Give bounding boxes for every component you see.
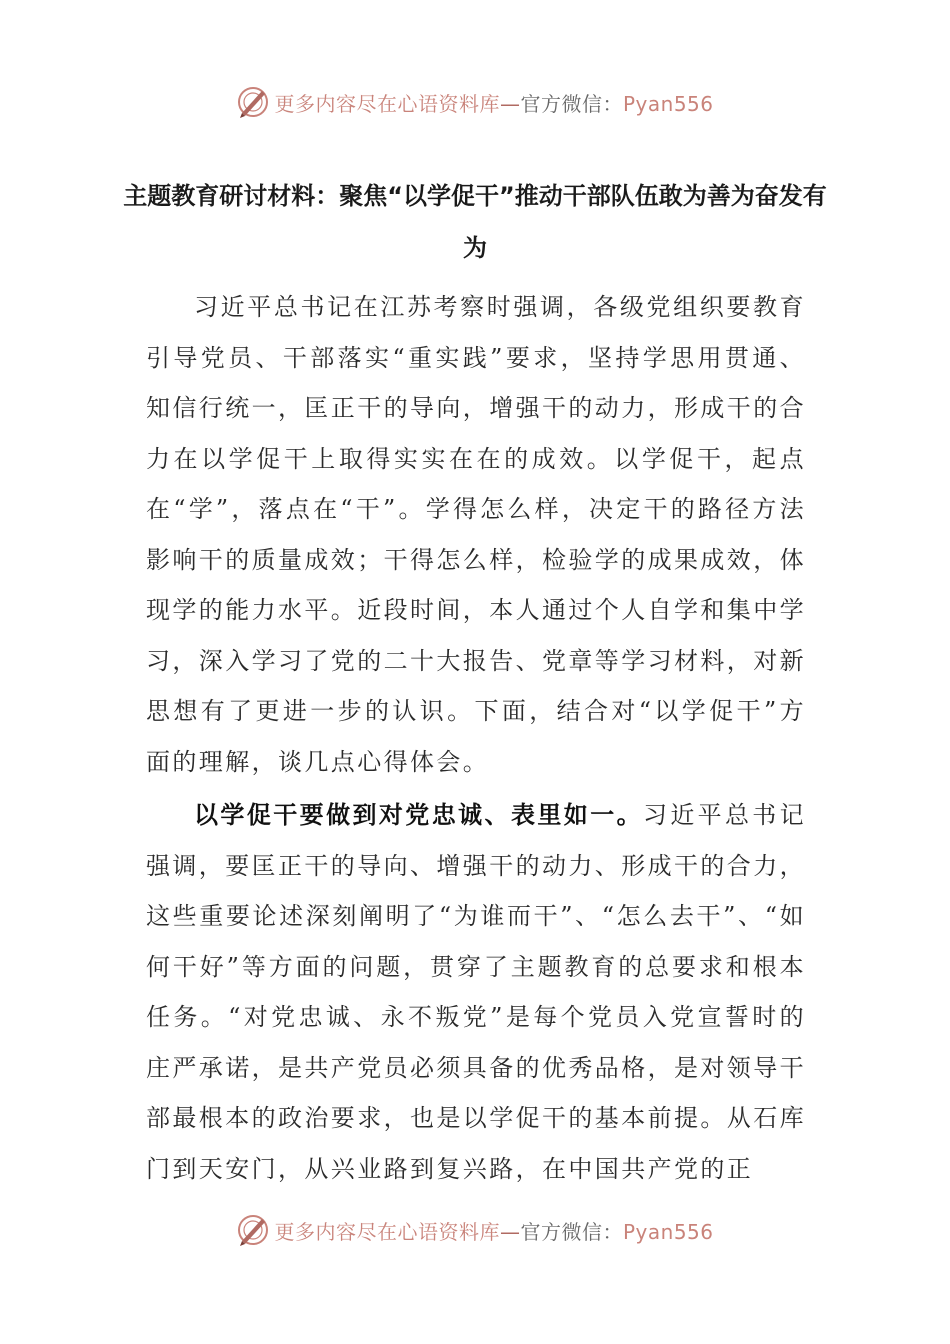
paragraph-text: 习近平总书记在江苏考察时强调，各级党组织要教育引导党员、干部落实“重实践”要求，坚持学思用贯通、知信行统一，匡正干的导向，增强干的动力，形成干的合力在以学促干上取得实实在在的成效。以学促干，起点在“学”，落点在“干”。学得怎么样，决定干的路径方法影响干的质量成效；干得怎么样，检验学的成果成效，体现学的能力水平。近段时间，本人通过个人自学和集中学习，深入学习了党的二十大报告、党章等学习材料，对新思想有了更进一步的认识。下面，结合对“以学促干”方面的理解，谈几点心得体会。 bbox=[146, 293, 806, 776]
paragraph-text: 习近平总书记强调，要匡正干的导向、增强干的动力、形成干的合力，这些重要论述深刻阐明了“为谁而干”、“怎么去干”、“如何干好”等方面的问题，贯穿了主题教育的总要求和根本任务。“对党忠诚、永不叛党”是每个党员入党宣誓时的庄严承诺，是共产党员必须具备的优秀品格，是对领导干部最根本的政治要求，也是以学促干的基本前提。从石库门到天安门，从兴业路到复兴路，在中国共产党的正 bbox=[146, 801, 806, 1183]
watermark-main-text: 更多内容尽在心语资料库 bbox=[274, 91, 500, 116]
watermark-text bbox=[274, 88, 713, 117]
watermark-separator: — bbox=[499, 91, 521, 116]
pen-logo-icon bbox=[236, 1213, 270, 1247]
watermark-separator: — bbox=[499, 1219, 521, 1244]
watermark-wechat-id: Pyan556 bbox=[622, 91, 714, 116]
watermark-official-label: 官方微信： bbox=[520, 91, 623, 116]
watermark-official-label: 官方微信： bbox=[520, 1219, 623, 1244]
body-paragraph-1 bbox=[146, 282, 806, 787]
header-watermark bbox=[0, 80, 950, 124]
document-title: 主题教育研讨材料：聚焦“以学促干”推动干部队伍敢为善为奋发有为 bbox=[123, 182, 827, 262]
body-paragraph-2 bbox=[146, 790, 806, 1194]
watermark-main-text: 更多内容尽在心语资料库 bbox=[274, 1219, 500, 1244]
footer-watermark bbox=[0, 1208, 950, 1252]
watermark-wechat-id: Pyan556 bbox=[622, 1219, 714, 1244]
paragraph-lead: 以学促干要做到对党忠诚、表里如一。 bbox=[194, 801, 644, 829]
pen-logo-icon bbox=[236, 85, 270, 119]
watermark-text bbox=[274, 1216, 713, 1245]
